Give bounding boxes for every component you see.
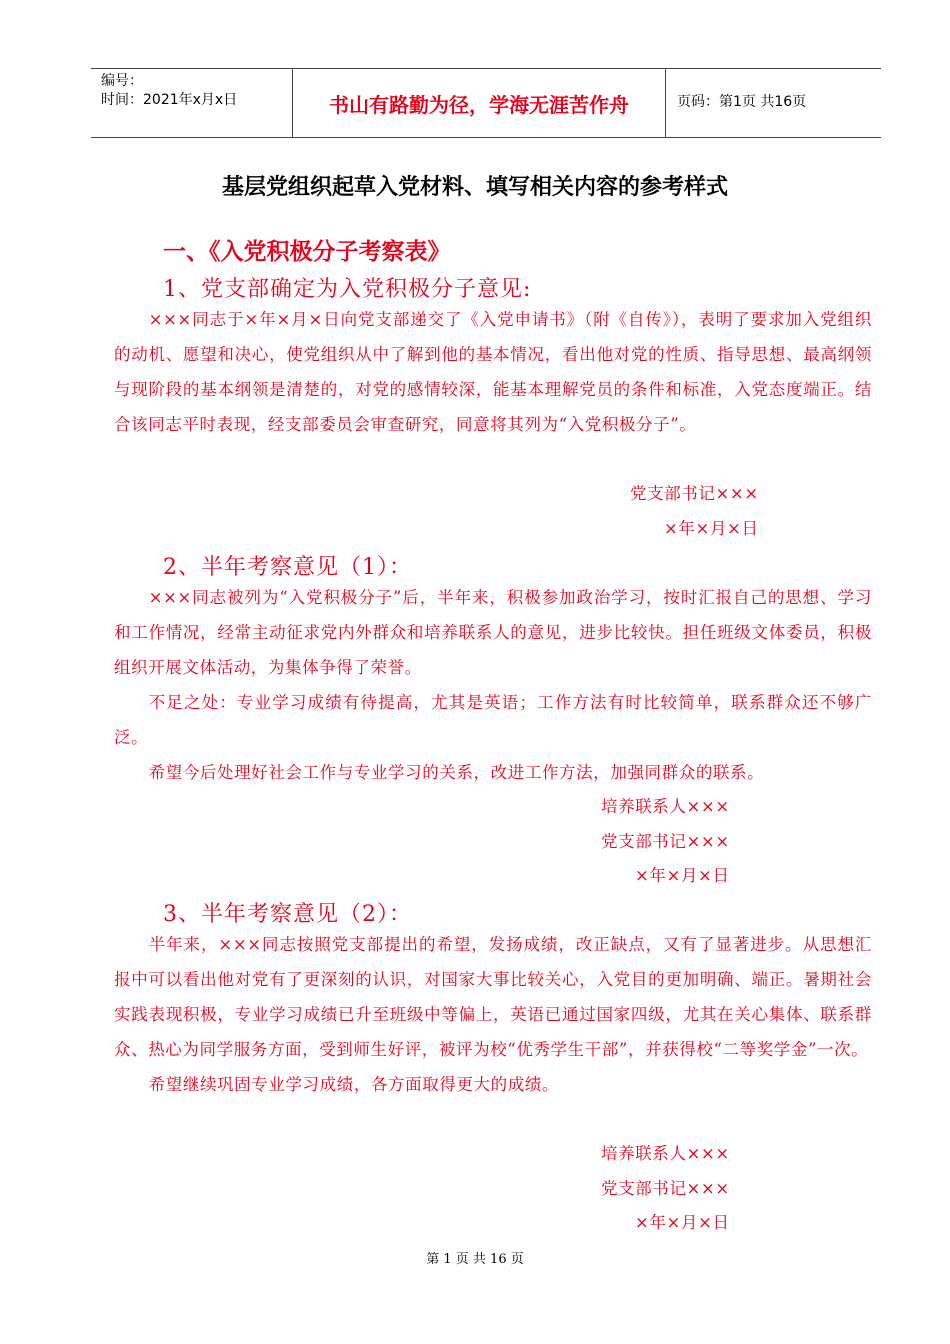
part3-body xyxy=(114,927,872,1102)
part2-sign-date: ×年×月×日 xyxy=(635,866,730,885)
part3-sign-contact: 培养联系人××× xyxy=(601,1144,730,1163)
document-title: 基层党组织起草入党材料、填写相关内容的参考样式 xyxy=(221,175,728,200)
header-motto: 书山有路勤为径，学海无涯苦作舟 xyxy=(293,69,666,137)
part3-sign-secretary: 党支部书记××× xyxy=(601,1179,730,1198)
part3-paragraph-2: 希望继续巩固专业学习成绩，各方面取得更大的成绩。 xyxy=(148,1075,560,1094)
part2-sign-secretary: 党支部书记××× xyxy=(601,832,730,851)
part2-paragraph-2: 不足之处：专业学习成绩有待提高，尤其是英语；工作方法有时比较简单，联系群众还不够广泛。 xyxy=(114,693,872,747)
header-page-info: 页码：第1页 共16页 xyxy=(677,94,807,110)
section-heading: 一、《入党积极分子考察表》 xyxy=(163,238,451,265)
part3-heading: 3、半年考察意见（2）： xyxy=(163,902,412,927)
part1-body xyxy=(114,302,872,442)
part3-paragraph-1: 半年来，×××同志按照党支部提出的希望，发扬成绩，改正缺点，又有了显著进步。从思想汇报中可以看出他对党有了更深刻的认识，对国家大事比较关心，入党目的更加明确、端正。暑期社会实践表现积极，专业学习成绩已升至班级中等偏上，英语已通过国家四级，尤其在关心集体、联系群众、热心为同学服务方面，受到师生好评，被评为校“优秀学生干部”，并获得校“二等奖学金”一次。 xyxy=(114,935,872,1059)
header-meta-cell xyxy=(91,69,293,137)
part1-paragraph: ×××同志于×年×月×日向党支部递交了《入党申请书》（附《自传》），表明了要求加入党组织的动机、愿望和决心，使党组织从中了解到他的基本情况，看出他对党的性质、指导思想、最高纲领与现阶段的基本纲领是清楚的，对党的感情较深，能基本理解党员的条件和标准，入党态度端正。结合该同志平时表现，经支部委员会审查研究，同意将其列为“入党积极分子”。 xyxy=(114,310,872,434)
header-table xyxy=(91,68,881,138)
part1-heading: 1、党支部确定为入党积极分子意见: xyxy=(163,277,532,302)
part2-paragraph-3: 希望今后处理好社会工作与专业学习的关系，改进工作方法，加强同群众的联系。 xyxy=(148,763,765,782)
part2-heading: 2、半年考察意见（1）： xyxy=(163,555,412,580)
part3-sign-date: ×年×月×日 xyxy=(635,1213,730,1232)
page-footer: 第 1 页 共 16 页 xyxy=(426,1252,524,1267)
part2-sign-contact: 培养联系人××× xyxy=(601,797,730,816)
time-label: 时间：2021年x月x日 xyxy=(101,92,238,108)
serial-label: 编号： xyxy=(101,73,143,89)
part2-paragraph-1: ×××同志被列为“入党积极分子”后，半年来，积极参加政治学习，按时汇报自己的思想、学习和工作情况，经常主动征求党内外群众和培养联系人的意见，进步比较快。担任班级文体委员，积极组织开展文体活动，为集体争得了荣誉。 xyxy=(114,588,872,677)
part2-body xyxy=(114,580,872,790)
part1-sign-secretary: 党支部书记××× xyxy=(630,484,759,503)
part1-sign-date: ×年×月×日 xyxy=(664,519,759,538)
